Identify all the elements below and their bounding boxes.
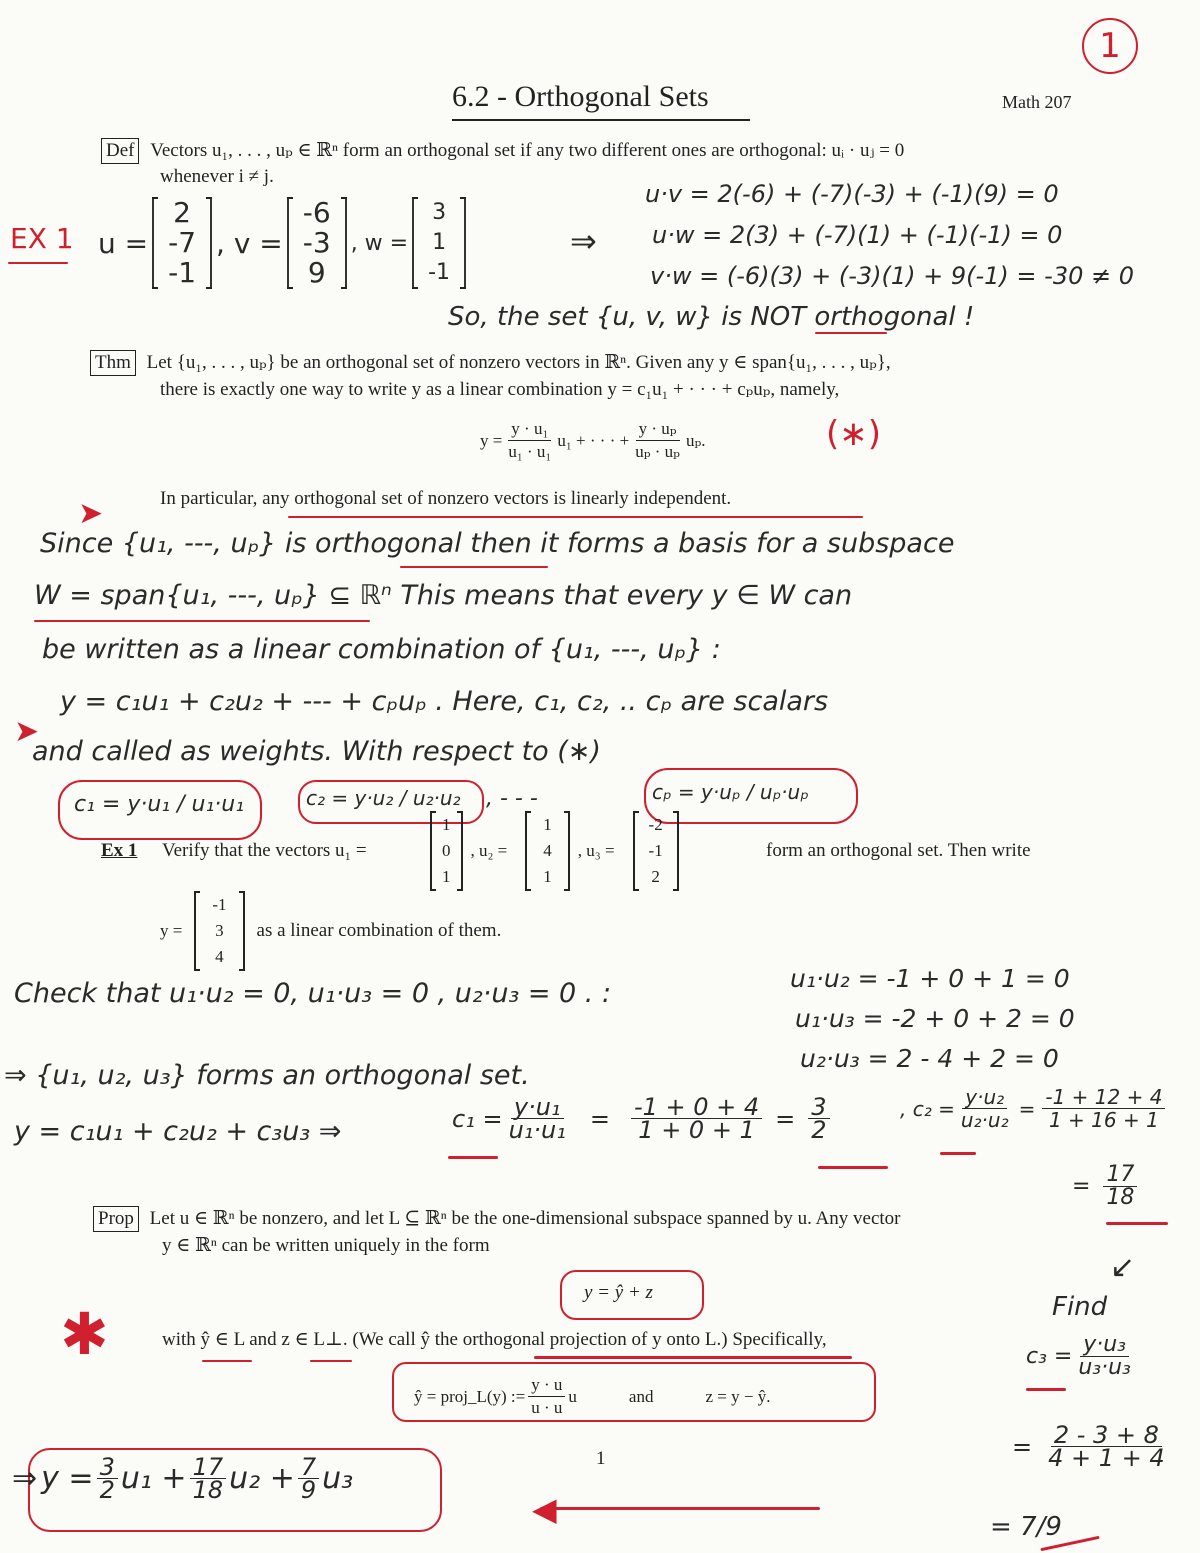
note-line-4: y = c₁u₁ + c₂u₂ + --- + cₚuₚ . Here, c₁, c₂, .. cₚ are scalars bbox=[60, 686, 829, 717]
dot-uw: u·w = 2(3) + (-7)(1) + (-1)(-1) = 0 bbox=[652, 221, 1063, 249]
definition-text-2: whenever i ≠ j. bbox=[160, 166, 274, 187]
note-line-5: and called as weights. With respect to (∗) bbox=[32, 736, 601, 767]
dot-u2u3: u₂·u₃ = 2 - 4 + 2 = 0 bbox=[800, 1044, 1059, 1073]
weights-dots: , - - - bbox=[486, 786, 538, 811]
check-line: Check that u₁·u₂ = 0, u₁·u₃ = 0 , u₂·u₃ = 0 . : bbox=[14, 978, 612, 1009]
example1-text-2: form an orthogonal set. Then write bbox=[766, 840, 1031, 861]
forms-orthogonal-line: ⇒ {u₁, u₂, u₃} forms an orthogonal set. bbox=[4, 1060, 530, 1091]
page-title: 6.2 - Orthogonal Sets bbox=[452, 80, 709, 113]
u3-vector: -2 -1 2 bbox=[633, 812, 679, 890]
definition-text-1: Vectors u₁, . . . , uₚ ∈ ℝⁿ form an orthogonal set if any two different ones are orthogonal: uᵢ · uⱼ = 0 bbox=[150, 140, 905, 161]
v-name: , v = bbox=[216, 226, 283, 260]
example1-text-1: Verify that the vectors u₁ = bbox=[162, 840, 367, 861]
dot-u1u2: u₁·u₂ = -1 + 0 + 1 = 0 bbox=[790, 964, 1070, 993]
y-linear-combination: y = c₁u₁ + c₂u₂ + c₃u₃ ⇒ bbox=[14, 1116, 342, 1147]
proposition-text-3: with ŷ ∈ L and z ∈ L⊥. (We call ŷ the orthogonal projection of y onto L.) Specifically, bbox=[162, 1329, 827, 1350]
w-vector: 3 1 -1 bbox=[412, 198, 466, 288]
note-line-1: Since {u₁, ---, uₚ} is orthogonal then it forms a basis for a subspace bbox=[40, 528, 955, 559]
title-underline bbox=[452, 119, 750, 121]
page-number: 1 bbox=[596, 1448, 606, 1469]
theorem-label: Thm bbox=[90, 350, 136, 376]
w-name: , w = bbox=[350, 230, 409, 256]
proposition-boxed-eq: y = ŷ + z bbox=[584, 1282, 653, 1303]
example1-label: Ex 1 bbox=[101, 840, 138, 861]
star-mark: ✱ bbox=[60, 1300, 109, 1368]
example1-y: y = -1 3 4 as a linear combination of them. bbox=[160, 892, 501, 970]
u-name: u = bbox=[98, 226, 149, 260]
c3-step: = $\frac{2 - 3 + 8}{4 + 1 + 4}$ bbox=[1012, 1421, 1165, 1472]
theorem-text-2: there is exactly one way to write y as a linear combination y = c₁u₁ + · · · + cₚuₚ, namely, bbox=[160, 379, 840, 400]
proposition-block bbox=[93, 1206, 900, 1232]
arrow-mark-1: ➤ bbox=[78, 496, 104, 531]
note-line-2: W = span{u₁, ---, uₚ} ⊆ ℝⁿ This means that every y ∈ W can bbox=[34, 580, 853, 611]
c3-result: = 7/9 bbox=[990, 1512, 1062, 1542]
c2-computation: , c₂ = $\frac{\text{y·u₂}}{\text{u₂·u₂}}$ = $\frac{-1 + 12 + 4}{1 + 16 + 1}$ bbox=[900, 1086, 1168, 1131]
proposition-text-2: y ∈ ℝⁿ can be written uniquely in the form bbox=[162, 1235, 490, 1256]
ex1-note-label: EX 1 bbox=[10, 222, 74, 255]
c2-result: = $\frac{17}{18}$ bbox=[1072, 1164, 1140, 1209]
page-marker: 1 bbox=[1082, 18, 1138, 74]
cp-weight: cₚ = y·uₚ / uₚ·uₚ bbox=[652, 780, 809, 804]
note-line-3: be written as a linear combination of {u₁, ---, uₚ} : bbox=[42, 634, 721, 665]
dot-vw: v·w = (-6)(3) + (-3)(1) + 9(-1) = -30 ≠ 0 bbox=[650, 262, 1134, 290]
implies-arrow: ⇒ bbox=[570, 222, 597, 260]
theorem-formula: y = $\frac{\text{y · u₁}}{\text{u₁ · u₁}}$ u₁ + · · · + $\frac{\text{y · uₚ}}{\text{uₚ · uₚ}}$ uₚ. bbox=[480, 419, 706, 461]
particular-text: In particular, any orthogonal set of nonzero vectors is linearly independent. bbox=[160, 488, 732, 509]
course-label: Math 207 bbox=[1002, 92, 1072, 112]
pointer-arrow: ◀ bbox=[532, 1490, 557, 1528]
arrow-mark-2: ➤ bbox=[14, 714, 40, 749]
definition-label: Def bbox=[101, 138, 139, 164]
star-label: (∗) bbox=[826, 414, 882, 454]
down-arrow: ↙ bbox=[1110, 1250, 1136, 1285]
find-label: Find bbox=[1052, 1292, 1108, 1322]
final-answer: ⇒ y = $\frac{3}{2}$ u₁ + $\frac{17}{18}$ u₂ + $\frac{7}{9}$ u₃ bbox=[12, 1453, 354, 1504]
dot-u1u3: u₁·u₃ = -2 + 0 + 2 = 0 bbox=[795, 1004, 1075, 1033]
u-vector: 2 -7 -1 bbox=[152, 198, 212, 288]
proposition-label: Prop bbox=[93, 1206, 139, 1232]
not-orthogonal-conclusion: So, the set {u, v, w} is NOT orthogonal ! bbox=[448, 302, 975, 332]
ex1-vectors bbox=[98, 198, 466, 288]
u1-vector: 1 0 1 bbox=[430, 812, 463, 890]
theorem-text-1: Let {u₁, . . . , uₚ} be an orthogonal set of nonzero vectors in ℝⁿ. Given any y ∈ span{u₁, . . . , uₚ}, bbox=[146, 352, 891, 373]
c1-weight: c₁ = y·u₁ / u₁·u₁ bbox=[74, 792, 245, 817]
c2-weight: c₂ = y·u₂ / u₂·u₂ bbox=[306, 786, 461, 810]
c3-computation: c₃ = $\frac{\text{y·u₃}}{\text{u₃·u₃}}$ bbox=[1026, 1332, 1131, 1380]
theorem-block bbox=[90, 350, 891, 376]
proposition-text-1: Let u ∈ ℝⁿ be nonzero, and let L ⊆ ℝⁿ be the one-dimensional subspace spanned by u. Any vector bbox=[149, 1208, 901, 1229]
c1-computation: c₁ = $\frac{\text{y·u₁}}{\text{u₁·u₁}}$ = $\frac{-1 + 0 + 4}{1 + 0 + 1}$ = $\frac{3}{2}$ bbox=[452, 1096, 833, 1141]
y-vector: -1 3 4 bbox=[194, 892, 244, 970]
definition-block bbox=[101, 138, 904, 164]
dot-uv: u·v = 2(-6) + (-7)(-3) + (-1)(9) = 0 bbox=[645, 180, 1059, 208]
example1-vectors: 1 0 1 , u₂ = 1 4 1 , u₃ = -2 -1 2 bbox=[430, 812, 679, 890]
v-vector: -6 -3 9 bbox=[287, 198, 347, 288]
projection-formula: ŷ = proj_L(y) := $\frac{y \cdot u}{u \cdot u}$ u and z = y − ŷ. bbox=[414, 1375, 771, 1417]
u2-vector: 1 4 1 bbox=[525, 812, 570, 890]
